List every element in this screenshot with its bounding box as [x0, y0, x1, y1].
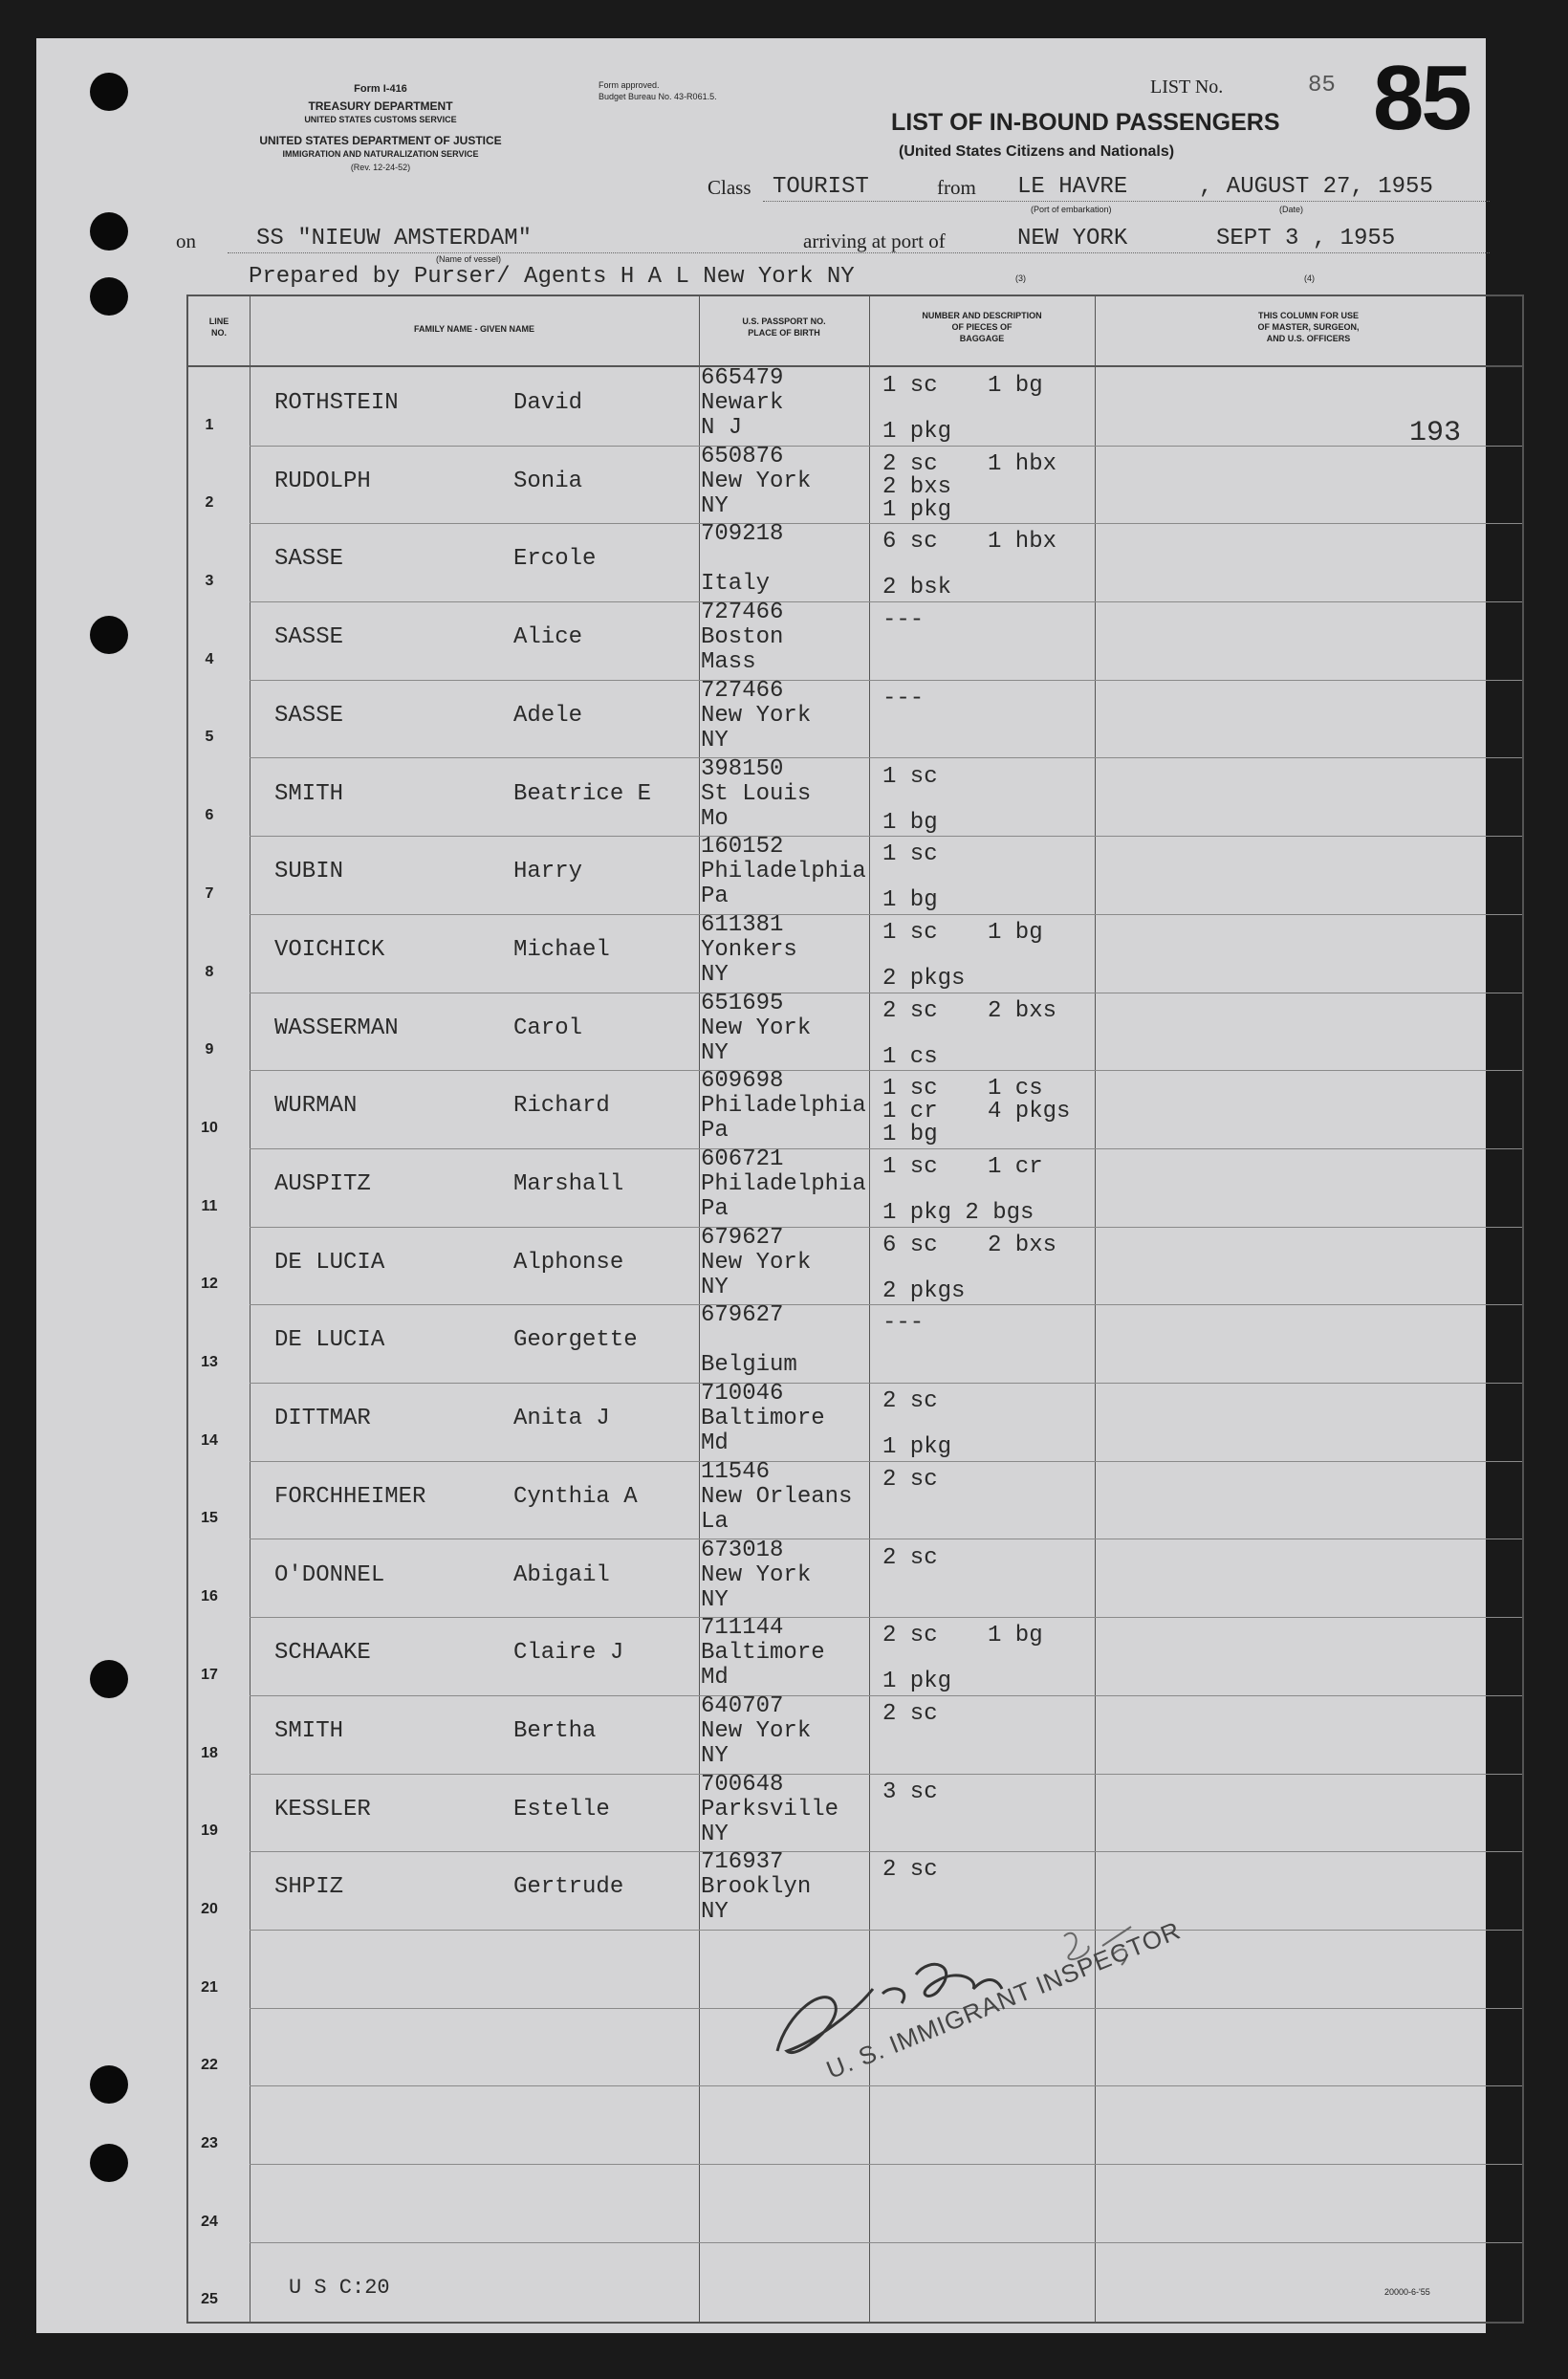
line-number: 9	[205, 1041, 214, 1059]
birthplace-line1: New York	[701, 1249, 812, 1276]
baggage-line1: 2 sc	[882, 1623, 938, 1649]
baggage-line1b: 2 bxs	[988, 997, 1057, 1024]
col-officers: THIS COLUMN FOR USE OF MASTER, SURGEON, AND U.S. OFFICERS	[1257, 311, 1360, 343]
baggage-line1: 1 sc	[882, 841, 938, 868]
vessel-note: (Name of vessel)	[436, 254, 502, 264]
given-name: Alphonse	[513, 1249, 624, 1276]
on-label: on	[176, 229, 196, 252]
rev: (Rev. 12-24-52)	[350, 163, 411, 172]
page-stamp: 193	[1409, 417, 1462, 449]
line-number: 25	[201, 2291, 218, 2308]
line-number: 16	[201, 1588, 218, 1605]
birthplace-line1: New York	[701, 1717, 812, 1744]
baggage-line1: 2 sc	[882, 1857, 938, 1884]
passport-number: 611381	[701, 911, 784, 938]
given-name: Estelle	[513, 1796, 610, 1822]
family-name: VOICHICK	[274, 936, 385, 963]
birthplace-line2: NY	[701, 1039, 729, 1066]
form-subtitle: (United States Citizens and Nationals)	[899, 143, 1175, 160]
passport-number: 665479	[701, 365, 784, 391]
birthplace-line2: Pa	[701, 1196, 729, 1222]
birthplace-line1: New York	[701, 468, 812, 494]
given-name: Carol	[513, 1015, 583, 1041]
baggage-line2b: 4 pkgs	[988, 1099, 1071, 1125]
line-number: 13	[201, 1354, 218, 1371]
birthplace-line1: Baltimore	[701, 1406, 825, 1432]
baggage-line3: 1 bg	[882, 809, 938, 836]
table-row	[188, 836, 1522, 914]
birthplace-line2: Md	[701, 1430, 729, 1457]
line-number: 4	[205, 650, 214, 667]
baggage-line3: 1 pkg	[882, 1669, 952, 1695]
baggage-line1: 6 sc	[882, 1232, 938, 1258]
baggage-line1: 2 sc	[882, 1544, 938, 1571]
inspector-stamp: U. S. IMMIGRANT INSPECTOR	[822, 1915, 1186, 2084]
birthplace-line2: NY	[701, 1586, 729, 1613]
family-name: SMITH	[274, 780, 344, 807]
class-label: Class	[708, 176, 751, 199]
line-number: 12	[201, 1276, 218, 1293]
family-name: DE LUCIA	[274, 1327, 385, 1354]
baggage-line1: 2 sc	[882, 450, 938, 477]
given-name: Sonia	[513, 468, 583, 494]
birthplace-line2: NY	[701, 492, 729, 519]
birthplace-line1: New York	[701, 1015, 812, 1041]
baggage-line1: 6 sc	[882, 529, 938, 556]
line-number: 17	[201, 1666, 218, 1683]
punch-hole	[90, 2144, 128, 2182]
form-approved: Form approved.	[599, 80, 660, 90]
col-line-no: LINE NO.	[208, 316, 229, 338]
table-row	[188, 1771, 1522, 1852]
birthplace-line1: New York	[701, 1561, 812, 1588]
punch-hole	[90, 212, 128, 251]
prepared-by: Prepared by Purser/ Agents H A L New York NY	[249, 264, 855, 290]
punch-hole	[90, 2065, 128, 2104]
family-name: DITTMAR	[274, 1406, 371, 1432]
baggage-line3: 1 pkg	[882, 496, 952, 523]
given-name: Anita J	[513, 1406, 610, 1432]
baggage-line3: 1 pkg	[882, 1434, 952, 1461]
col-baggage: NUMBER AND DESCRIPTION OF PIECES OF BAGGAGE	[922, 311, 1042, 343]
dept2: UNITED STATES DEPARTMENT OF JUSTICE	[259, 134, 502, 147]
family-name: SASSE	[274, 624, 344, 651]
passport-number: 711144	[701, 1615, 784, 1642]
line-number: 6	[205, 807, 214, 824]
given-name: Richard	[513, 1093, 610, 1120]
footer-left: U S C:20	[289, 2276, 390, 2300]
birthplace-line2: Mass	[701, 649, 756, 676]
from-label: from	[937, 176, 976, 199]
budget-bureau: Budget Bureau No. 43-R061.5.	[599, 92, 717, 101]
list-no-typed: 85	[1308, 73, 1336, 98]
port-embark-note: (Port of embarkation)	[1031, 205, 1112, 214]
passport-number: 650876	[701, 443, 784, 469]
family-name: FORCHHEIMER	[274, 1483, 426, 1510]
birthplace-line1: Yonkers	[701, 936, 797, 963]
given-name: Cynthia A	[513, 1483, 638, 1510]
baggage-line3: 1 pkg	[882, 419, 952, 445]
line-number: 14	[201, 1431, 218, 1449]
baggage-line1b: 1 hbx	[988, 529, 1057, 556]
baggage-line1b: 1 cr	[988, 1154, 1043, 1180]
birthplace-line2: NY	[701, 961, 729, 988]
date-value: , AUGUST 27, 1955	[1199, 174, 1433, 200]
manifest-page	[36, 38, 1486, 2333]
birthplace-line2: Mo	[701, 805, 729, 832]
baggage-line2: 2 bxs	[882, 473, 952, 500]
passport-number: 710046	[701, 1381, 784, 1408]
line-number: 5	[205, 729, 214, 746]
table-row	[188, 1458, 1522, 1539]
line-number: 7	[205, 884, 214, 902]
given-name: Bertha	[513, 1717, 597, 1744]
birthplace-line1: New York	[701, 702, 812, 729]
birthplace-line2: Pa	[701, 1118, 729, 1145]
family-name: RUDOLPH	[274, 468, 371, 494]
baggage-line2: 1 cr	[882, 1099, 938, 1125]
col-passport: U.S. PASSPORT NO. PLACE OF BIRTH	[742, 316, 826, 338]
birthplace-line1: Boston	[701, 624, 784, 651]
baggage-line1: ---	[882, 685, 925, 711]
line-number: 15	[201, 1510, 218, 1527]
given-name: Gertrude	[513, 1874, 624, 1901]
birthplace-line2: NY	[701, 1742, 729, 1769]
family-name: WASSERMAN	[274, 1015, 399, 1041]
birthplace-line1: Newark	[701, 390, 784, 416]
table-row	[188, 523, 1522, 601]
form-number: Form I-416	[354, 83, 407, 95]
birthplace-line2: Italy	[701, 571, 771, 598]
baggage-line1: 2 sc	[882, 1466, 938, 1493]
line-number: 18	[201, 1744, 218, 1761]
baggage-line1: 1 sc	[882, 919, 938, 946]
birthplace-line1: Philadelphia	[701, 859, 866, 885]
passport-number: 716937	[701, 1849, 784, 1876]
class-value: TOURIST	[773, 174, 869, 200]
form-title: LIST OF IN-BOUND PASSENGERS	[891, 109, 1280, 136]
baggage-line1: 2 sc	[882, 997, 938, 1024]
table-row	[188, 367, 1522, 446]
family-name: DE LUCIA	[274, 1249, 385, 1276]
birthplace-line1: New Orleans	[701, 1483, 853, 1510]
dept1-sub: UNITED STATES CUSTOMS SERVICE	[304, 115, 457, 124]
birthplace-line1: St Louis	[701, 780, 812, 807]
table-row	[188, 2164, 1522, 2242]
family-name: AUSPITZ	[274, 1171, 371, 1197]
family-name: WURMAN	[274, 1093, 358, 1120]
baggage-line1: 2 sc	[882, 1388, 938, 1415]
passport-number: 651695	[701, 990, 784, 1016]
baggage-line3: 1 pkg 2 bgs	[882, 1200, 1034, 1226]
passport-number: 609698	[701, 1068, 784, 1095]
line-number: 3	[205, 573, 214, 590]
line-number: 11	[201, 1197, 218, 1214]
baggage-line1: 2 sc	[882, 1700, 938, 1727]
baggage-line3: 2 pkgs	[882, 1277, 966, 1304]
date-note: (Date)	[1279, 205, 1304, 214]
baggage-line3: 1 bg	[882, 1122, 938, 1148]
family-name: SASSE	[274, 702, 344, 729]
col4-note: (4)	[1304, 273, 1315, 283]
dept1: TREASURY DEPARTMENT	[308, 99, 453, 113]
line-number: 19	[201, 1822, 218, 1840]
line-number: 10	[201, 1119, 218, 1136]
arriving-label: arriving at port of	[803, 229, 946, 252]
given-name: Harry	[513, 859, 583, 885]
birthplace-line2: Belgium	[701, 1352, 797, 1379]
birthplace-line1: Philadelphia	[701, 1171, 866, 1197]
birthplace-line1: Baltimore	[701, 1640, 825, 1667]
table-row	[188, 1148, 1522, 1227]
col3-note: (3)	[1015, 273, 1026, 283]
family-name: ROTHSTEIN	[274, 390, 399, 416]
passport-number: 606721	[701, 1146, 784, 1172]
baggage-line3: 2 bsk	[882, 575, 952, 601]
list-no-label: LIST No.	[1150, 76, 1224, 98]
passport-number: 709218	[701, 521, 784, 548]
birthplace-line1: Parksville	[701, 1796, 839, 1822]
line-number: 8	[205, 963, 214, 980]
passport-number: 673018	[701, 1537, 784, 1563]
table-row	[188, 755, 1522, 837]
table-row	[188, 1070, 1522, 1148]
table-row	[188, 1383, 1522, 1461]
baggage-line1: 3 sc	[882, 1779, 938, 1805]
passport-number: 727466	[701, 677, 784, 704]
baggage-line1: 1 sc	[882, 1076, 938, 1102]
line-number: 21	[201, 1978, 218, 1996]
table-row	[188, 443, 1522, 524]
table-row	[188, 601, 1522, 680]
birthplace-line2: NY	[701, 1821, 729, 1847]
baggage-line1b: 2 bxs	[988, 1232, 1057, 1258]
baggage-line1b: 1 cs	[988, 1076, 1043, 1102]
line-number: 1	[205, 416, 214, 433]
baggage-line3: 2 pkgs	[882, 965, 966, 992]
table-row	[188, 1224, 1522, 1305]
baggage-line1: 1 sc	[882, 1154, 938, 1180]
baggage-line1b: 1 bg	[988, 1623, 1043, 1649]
table-row	[188, 990, 1522, 1071]
punch-hole	[90, 73, 128, 111]
family-name: O'DONNEL	[274, 1561, 385, 1588]
vessel-value: SS "NIEUW AMSTERDAM"	[256, 226, 533, 251]
passport-number: 640707	[701, 1692, 784, 1719]
birthplace-line1: Philadelphia	[701, 1093, 866, 1120]
passport-number: 398150	[701, 755, 784, 782]
table-row	[188, 1539, 1522, 1618]
birthplace-line2: La	[701, 1508, 729, 1535]
line-number: 22	[201, 2057, 218, 2074]
birthplace-line2: NY	[701, 727, 729, 753]
table-row	[188, 677, 1522, 758]
family-name: SCHAAKE	[274, 1640, 371, 1667]
baggage-line1: ---	[882, 607, 925, 634]
birthplace-line2: NY	[701, 1274, 729, 1300]
passport-number: 727466	[701, 600, 784, 626]
baggage-line3: 1 bg	[882, 887, 938, 914]
family-name: SHPIZ	[274, 1874, 344, 1901]
passport-number: 11546	[701, 1458, 771, 1485]
birthplace-line1: Brooklyn	[701, 1874, 812, 1901]
birthplace-line2: Pa	[701, 884, 729, 910]
given-name: Ercole	[513, 546, 597, 573]
given-name: Marshall	[513, 1171, 624, 1197]
family-name: SASSE	[274, 546, 344, 573]
given-name: Abigail	[513, 1561, 610, 1588]
given-name: David	[513, 390, 583, 416]
list-no-big: 85	[1373, 47, 1470, 149]
table-row	[188, 1617, 1522, 1695]
baggage-line1: 1 sc	[882, 763, 938, 790]
birthplace-line2: NY	[701, 1899, 729, 1926]
line-number: 23	[201, 2135, 218, 2152]
given-name: Beatrice E	[513, 780, 652, 807]
punch-hole	[90, 616, 128, 654]
baggage-line1: ---	[882, 1310, 925, 1337]
passport-number: 160152	[701, 834, 784, 861]
passport-number: 700648	[701, 1771, 784, 1798]
birthplace-line2: N J	[701, 415, 743, 441]
given-name: Michael	[513, 936, 610, 963]
arrival-date: SEPT 3 , 1955	[1216, 226, 1396, 251]
given-name: Alice	[513, 624, 583, 651]
baggage-line3: 1 cs	[882, 1043, 938, 1070]
table-row	[188, 1692, 1522, 1774]
footer-right: 20000-6-'55	[1384, 2287, 1430, 2297]
family-name: SUBIN	[274, 859, 344, 885]
arrival-port: NEW YORK	[1017, 226, 1128, 251]
baggage-line1: 1 sc	[882, 373, 938, 399]
line-number: 24	[201, 2213, 218, 2230]
line-number: 2	[205, 494, 214, 512]
baggage-line1b: 1 hbx	[988, 450, 1057, 477]
punch-hole	[90, 277, 128, 316]
baggage-line1b: 1 bg	[988, 373, 1043, 399]
baggage-line1b: 1 bg	[988, 919, 1043, 946]
table-row	[188, 911, 1522, 993]
given-name: Adele	[513, 702, 583, 729]
from-value: LE HAVRE	[1017, 174, 1128, 200]
family-name: KESSLER	[274, 1796, 371, 1822]
punch-hole	[90, 1660, 128, 1698]
family-name: SMITH	[274, 1717, 344, 1744]
passport-number: 679627	[701, 1302, 784, 1329]
given-name: Georgette	[513, 1327, 638, 1354]
table-row	[188, 1304, 1522, 1383]
line-number: 20	[201, 1900, 218, 1917]
given-name: Claire J	[513, 1640, 624, 1667]
passport-number: 679627	[701, 1224, 784, 1251]
col-name: FAMILY NAME - GIVEN NAME	[413, 324, 534, 334]
dept2-sub: IMMIGRATION AND NATURALIZATION SERVICE	[282, 149, 479, 159]
birthplace-line2: Md	[701, 1665, 729, 1691]
